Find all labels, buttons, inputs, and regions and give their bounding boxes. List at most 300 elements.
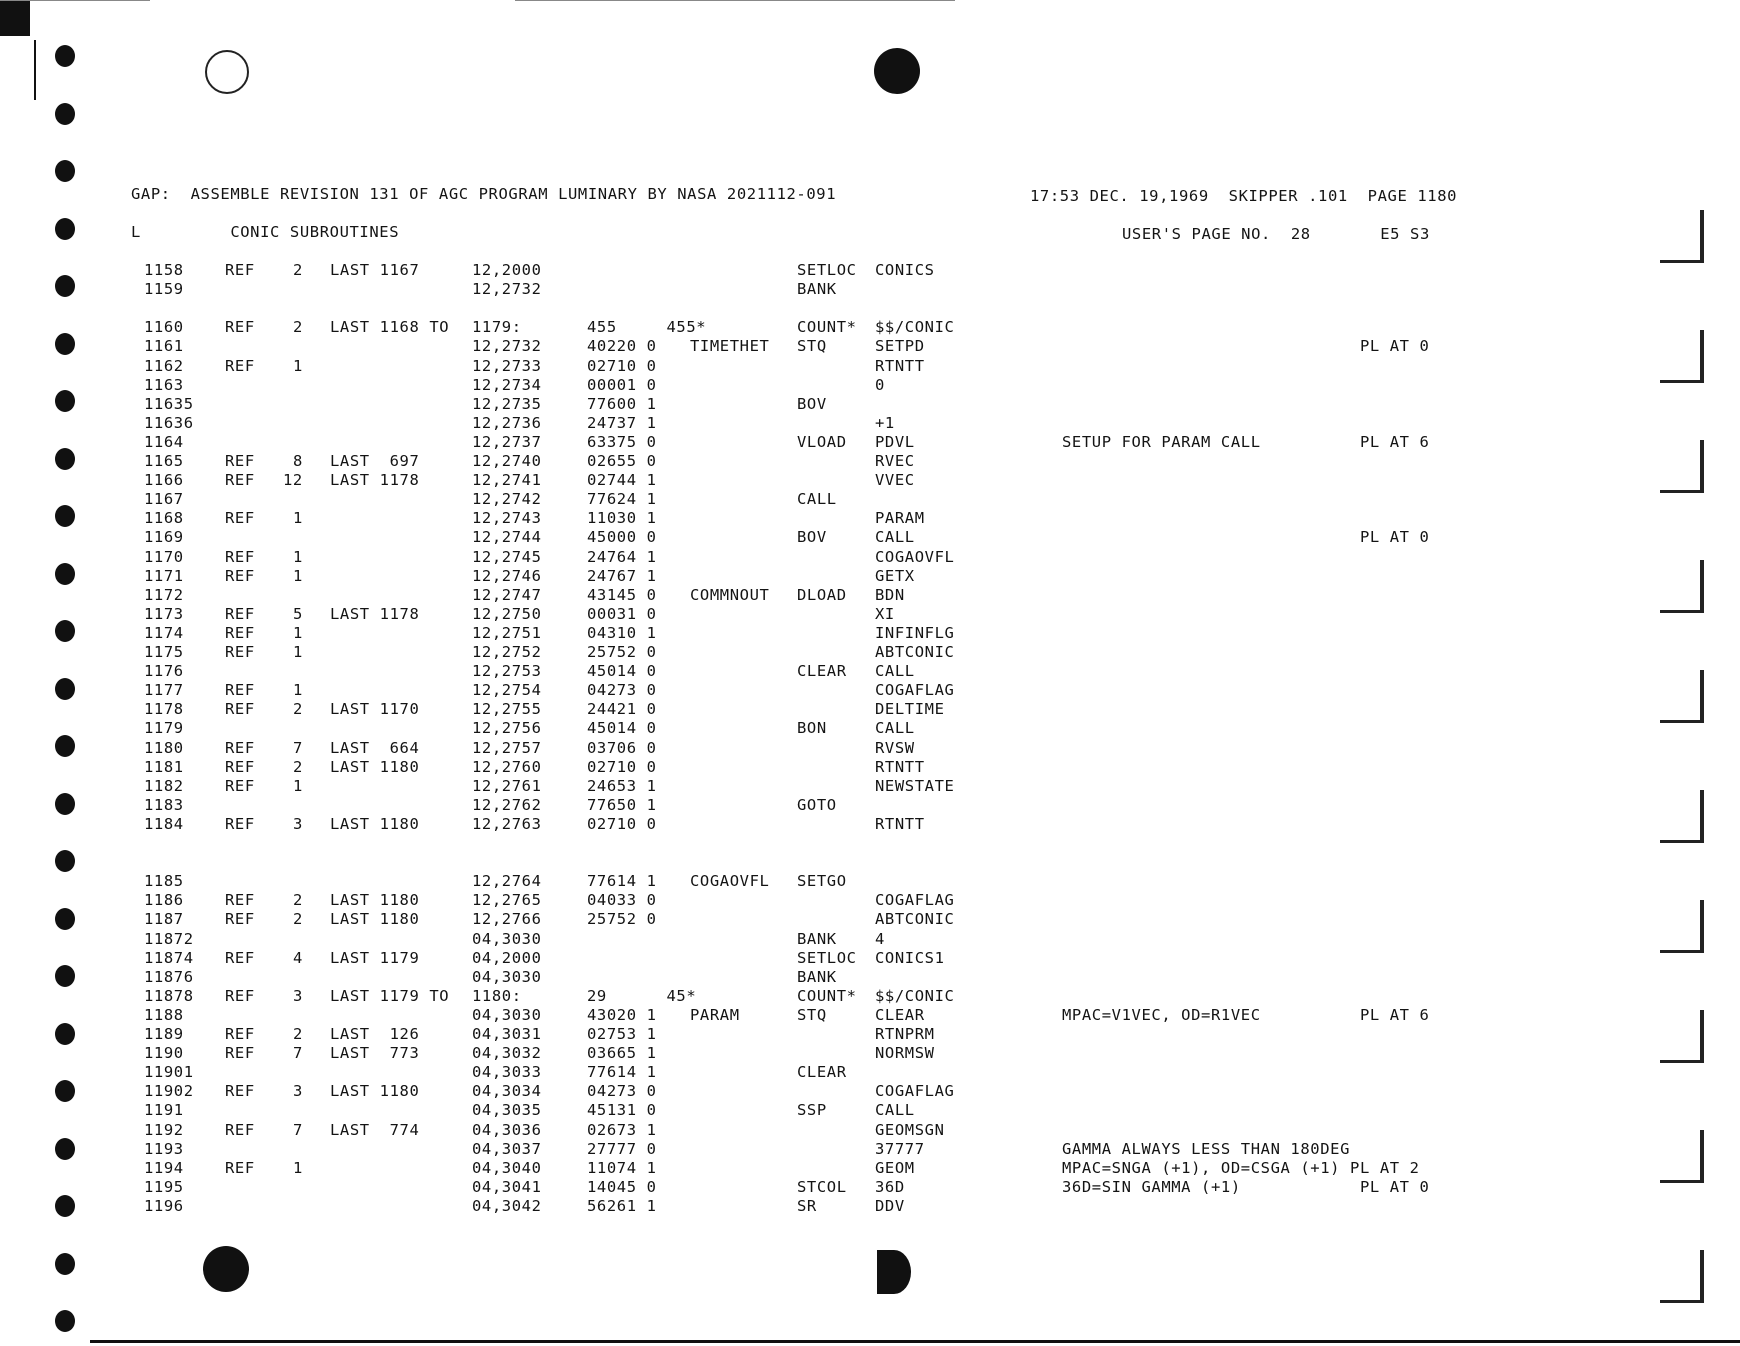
listing-cell-operand: CALL bbox=[875, 719, 915, 738]
listing-cell-word: 11074 1 bbox=[587, 1158, 657, 1177]
listing-cell-ref: REF bbox=[225, 891, 255, 910]
listing-cell-op: SR bbox=[797, 1196, 817, 1215]
listing-comment: PL AT 0 bbox=[1062, 528, 1430, 547]
feed-hole bbox=[55, 1080, 75, 1102]
listing-cell-op: BANK bbox=[797, 929, 837, 948]
listing-cell-line: 1161 bbox=[144, 337, 184, 356]
listing-cell-op: SETLOC bbox=[797, 261, 857, 279]
listing-cell-word: 14045 0 bbox=[587, 1177, 657, 1196]
listing-cell-line: 11901 bbox=[144, 1063, 194, 1082]
listing-cell-last: LAST 1179 TO bbox=[330, 986, 450, 1005]
left-edge-line bbox=[34, 40, 36, 100]
binder-hole-open bbox=[205, 50, 249, 94]
listing-cell-word: 77600 1 bbox=[587, 394, 657, 413]
bracket-mark bbox=[1700, 670, 1704, 722]
listing-cell-word: 02744 1 bbox=[587, 471, 657, 490]
listing-cell-address: 12,2742 bbox=[472, 490, 542, 509]
listing-cell-word: 02710 0 bbox=[587, 356, 657, 375]
listing-cell-word: 02655 0 bbox=[587, 452, 657, 470]
listing-cell-ref: REF bbox=[225, 566, 255, 585]
listing-cell-line: 1160 bbox=[144, 318, 184, 337]
feed-hole bbox=[55, 563, 75, 585]
listing-cell-operand: 37777 bbox=[875, 1139, 925, 1158]
listing-cell-op: SETGO bbox=[797, 872, 847, 891]
listing-cell-line: 1163 bbox=[144, 375, 184, 394]
listing-cell-address: 12,2736 bbox=[472, 413, 542, 432]
listing-cell-op: SETLOC bbox=[797, 948, 857, 967]
feed-hole bbox=[55, 505, 75, 527]
feed-hole bbox=[55, 103, 75, 125]
header-title: GAP: ASSEMBLE REVISION 131 OF AGC PROGRAM LUMINARY BY NASA 2021112-091 bbox=[131, 185, 837, 203]
listing-cell-address: 04,3033 bbox=[472, 1063, 542, 1082]
listing-cell-line: 1180 bbox=[144, 738, 184, 757]
listing-cell-operand: $$/CONIC bbox=[875, 986, 955, 1005]
listing-cell-address: 12,2766 bbox=[472, 910, 542, 929]
listing-cell-line: 1168 bbox=[144, 509, 184, 528]
listing-cell-op: CLEAR bbox=[797, 1063, 847, 1082]
listing-cell-last: LAST 773 bbox=[330, 1044, 420, 1063]
listing-cell-ref: REF bbox=[225, 681, 255, 700]
listing-cell-operand: RTNTT bbox=[875, 356, 925, 375]
listing-cell-op: BOV bbox=[797, 394, 827, 413]
listing-cell-word: 77650 1 bbox=[587, 795, 657, 814]
listing-cell-operand: RTNTT bbox=[875, 757, 925, 776]
listing-cell-address: 12,2752 bbox=[472, 643, 542, 661]
listing-cell-operand: GETX bbox=[875, 566, 915, 585]
listing-cell-operand: INFINFLG bbox=[875, 623, 955, 642]
listing-cell-ref: REF bbox=[225, 986, 255, 1005]
listing-cell-line: 1167 bbox=[144, 490, 184, 509]
listing-cell-op: STQ bbox=[797, 1005, 827, 1024]
listing-cell-address: 12,2741 bbox=[472, 471, 542, 490]
listing-comment: GAMMA ALWAYS LESS THAN 180DEG bbox=[1062, 1139, 1351, 1158]
listing-cell-refcount: 7 bbox=[293, 1044, 303, 1063]
listing-cell-last: LAST 1180 bbox=[330, 814, 420, 833]
listing-cell-ref: REF bbox=[225, 1120, 255, 1139]
listing-cell-refcount: 2 bbox=[293, 757, 303, 776]
listing-cell-op: DLOAD bbox=[797, 585, 847, 604]
listing-cell-refcount: 1 bbox=[293, 643, 303, 661]
feed-hole bbox=[55, 448, 75, 470]
listing-cell-address: 12,2745 bbox=[472, 547, 542, 566]
listing-cell-line: 1159 bbox=[144, 280, 184, 299]
listing-cell-word: 02710 0 bbox=[587, 757, 657, 776]
listing-cell-word: 24737 1 bbox=[587, 413, 657, 432]
feed-hole bbox=[55, 850, 75, 872]
listing-cell-refcount: 1 bbox=[293, 356, 303, 375]
listing-cell-word: 63375 0 bbox=[587, 432, 657, 451]
top-rule-right bbox=[515, 0, 955, 1]
listing-cell-label: COMMNOUT bbox=[690, 585, 770, 604]
bracket-mark bbox=[1700, 560, 1704, 612]
bracket-mark bbox=[1700, 1130, 1704, 1182]
listing-cell-word: 03706 0 bbox=[587, 738, 657, 757]
listing-cell-address: 12,2737 bbox=[472, 432, 542, 451]
listing-cell-address: 04,3035 bbox=[472, 1101, 542, 1120]
listing-cell-line: 1158 bbox=[144, 261, 184, 279]
feed-hole bbox=[55, 390, 75, 412]
feed-hole bbox=[55, 1023, 75, 1045]
listing-cell-ref: REF bbox=[225, 1044, 255, 1063]
listing-cell-refcount: 3 bbox=[293, 1082, 303, 1101]
listing-cell-line: 1188 bbox=[144, 1005, 184, 1024]
listing-cell-address: 12,2754 bbox=[472, 681, 542, 700]
listing-cell-address: 12,2735 bbox=[472, 394, 542, 413]
listing-cell-refcount: 3 bbox=[293, 986, 303, 1005]
listing-cell-operand: ABTCONIC bbox=[875, 643, 955, 661]
listing-cell-op: COUNT* bbox=[797, 986, 857, 1005]
listing-comment: MPAC=V1VEC, OD=R1VEC PL AT 6 bbox=[1062, 1005, 1430, 1024]
feed-hole bbox=[55, 275, 75, 297]
listing-cell-refcount: 1 bbox=[293, 509, 303, 528]
listing-cell-line: 1169 bbox=[144, 528, 184, 547]
feed-hole bbox=[55, 1253, 75, 1275]
listing-cell-operand: RTNTT bbox=[875, 814, 925, 833]
feed-hole bbox=[55, 333, 75, 355]
listing-cell-line: 1191 bbox=[144, 1101, 184, 1120]
feed-hole bbox=[55, 735, 75, 757]
bracket-mark bbox=[1700, 790, 1704, 842]
listing-cell-address: 12,2757 bbox=[472, 738, 542, 757]
listing-cell-word: 56261 1 bbox=[587, 1196, 657, 1215]
header-section: L CONIC SUBROUTINES bbox=[131, 223, 400, 241]
listing-cell-refcount: 2 bbox=[293, 700, 303, 719]
listing-cell-op: BOV bbox=[797, 528, 827, 547]
listing-cell-address: 12,2761 bbox=[472, 776, 542, 795]
listing-cell-line: 1176 bbox=[144, 662, 184, 681]
listing-cell-label: COGAOVFL bbox=[690, 872, 770, 891]
listing-cell-line: 1186 bbox=[144, 891, 184, 910]
listing-cell-word: 24421 0 bbox=[587, 700, 657, 719]
listing-cell-address: 04,3030 bbox=[472, 929, 542, 948]
listing-cell-operand: RVEC bbox=[875, 452, 915, 470]
listing-cell-operand: VVEC bbox=[875, 471, 915, 490]
listing-cell-line: 1166 bbox=[144, 471, 184, 490]
listing-cell-word: 02753 1 bbox=[587, 1025, 657, 1043]
listing-cell-ref: REF bbox=[225, 623, 255, 642]
listing-cell-ref: REF bbox=[225, 700, 255, 719]
listing-cell-line: 1187 bbox=[144, 910, 184, 929]
listing-cell-operand: +1 bbox=[875, 413, 895, 432]
bracket-mark bbox=[1660, 380, 1704, 383]
listing-cell-address: 1180: bbox=[472, 986, 522, 1005]
listing-cell-ref: REF bbox=[225, 261, 255, 279]
listing-cell-word: 45000 0 bbox=[587, 528, 657, 547]
listing-cell-word: 24764 1 bbox=[587, 547, 657, 566]
listing-cell-address: 12,2743 bbox=[472, 509, 542, 528]
listing-cell-last: LAST 1178 bbox=[330, 604, 420, 623]
binder-hole-filled bbox=[874, 48, 920, 94]
listing-cell-line: 1192 bbox=[144, 1120, 184, 1139]
bracket-mark bbox=[1700, 1010, 1704, 1062]
listing-cell-line: 11872 bbox=[144, 929, 194, 948]
listing-cell-line: 1170 bbox=[144, 547, 184, 566]
listing-cell-refcount: 1 bbox=[293, 623, 303, 642]
listing-cell-line: 1183 bbox=[144, 795, 184, 814]
bracket-mark bbox=[1660, 610, 1704, 613]
listing-cell-ref: REF bbox=[225, 1158, 255, 1177]
listing-cell-refcount: 2 bbox=[293, 261, 303, 279]
listing-cell-line: 1194 bbox=[144, 1158, 184, 1177]
listing-comment: 36D=SIN GAMMA (+1) PL AT 0 bbox=[1062, 1177, 1430, 1196]
listing-cell-last: LAST 1180 bbox=[330, 910, 420, 929]
bracket-mark bbox=[1660, 1180, 1704, 1183]
feed-hole bbox=[55, 908, 75, 930]
listing-cell-last: LAST 1180 bbox=[330, 891, 420, 910]
listing-cell-op: COUNT* bbox=[797, 318, 857, 337]
listing-cell-line: 1171 bbox=[144, 566, 184, 585]
listing-cell-address: 12,2755 bbox=[472, 700, 542, 719]
listing-cell-line: 1195 bbox=[144, 1177, 184, 1196]
listing-cell-refcount: 8 bbox=[293, 452, 303, 470]
listing-cell-label: TIMETHET bbox=[690, 337, 770, 356]
listing-cell-address: 12,2753 bbox=[472, 662, 542, 681]
listing-cell-refcount: 1 bbox=[293, 776, 303, 795]
listing-cell-address: 12,2763 bbox=[472, 814, 542, 833]
listing-cell-operand: BDN bbox=[875, 585, 905, 604]
listing-cell-operand: NORMSW bbox=[875, 1044, 935, 1063]
feed-hole bbox=[55, 793, 75, 815]
listing-cell-line: 11876 bbox=[144, 967, 194, 986]
bracket-mark bbox=[1700, 330, 1704, 382]
listing-cell-address: 12,2760 bbox=[472, 757, 542, 776]
listing-cell-address: 04,3030 bbox=[472, 967, 542, 986]
listing-cell-word: 03665 1 bbox=[587, 1044, 657, 1063]
listing-cell-line: 1173 bbox=[144, 604, 184, 623]
listing-cell-label: PARAM bbox=[690, 1005, 740, 1024]
listing-cell-word: 00031 0 bbox=[587, 604, 657, 623]
listing-cell-address: 12,2764 bbox=[472, 872, 542, 891]
bottom-rule bbox=[90, 1340, 1740, 1343]
listing-cell-operand: 4 bbox=[875, 929, 885, 948]
listing-cell-ref: REF bbox=[225, 948, 255, 967]
listing-cell-address: 04,3041 bbox=[472, 1177, 542, 1196]
listing-cell-ref: REF bbox=[225, 452, 255, 470]
listing-cell-ref: REF bbox=[225, 738, 255, 757]
listing-cell-refcount: 1 bbox=[293, 547, 303, 566]
listing-cell-word: 43145 0 bbox=[587, 585, 657, 604]
listing-comment: PL AT 0 bbox=[1062, 337, 1430, 356]
listing-cell-operand: 36D bbox=[875, 1177, 905, 1196]
listing-cell-ref: REF bbox=[225, 509, 255, 528]
listing-cell-address: 04,3032 bbox=[472, 1044, 542, 1063]
listing-cell-operand: CONICS bbox=[875, 261, 935, 279]
listing-cell-address: 12,2732 bbox=[472, 280, 542, 299]
listing-cell-line: 1165 bbox=[144, 452, 184, 470]
listing-cell-op: CALL bbox=[797, 490, 837, 509]
listing-cell-op: CLEAR bbox=[797, 662, 847, 681]
listing-cell-op: BANK bbox=[797, 967, 837, 986]
listing-cell-ref: REF bbox=[225, 547, 255, 566]
bracket-mark bbox=[1660, 720, 1704, 723]
listing-cell-operand: DDV bbox=[875, 1196, 905, 1215]
listing-cell-op: VLOAD bbox=[797, 432, 847, 451]
bracket-mark bbox=[1660, 1060, 1704, 1063]
listing-cell-last: LAST 126 bbox=[330, 1025, 420, 1043]
feed-hole bbox=[55, 965, 75, 987]
bracket-mark bbox=[1700, 1250, 1704, 1302]
listing-cell-address: 04,3030 bbox=[472, 1005, 542, 1024]
listing-cell-operand: SETPD bbox=[875, 337, 925, 356]
listing-cell-word: 77614 1 bbox=[587, 1063, 657, 1082]
listing-cell-operand: PARAM bbox=[875, 509, 925, 528]
listing-cell-address: 12,2762 bbox=[472, 795, 542, 814]
listing-cell-operand: COGAFLAG bbox=[875, 1082, 955, 1101]
listing-cell-word: 45014 0 bbox=[587, 662, 657, 681]
listing-cell-line: 1177 bbox=[144, 681, 184, 700]
listing-comment: SETUP FOR PARAM CALL PL AT 6 bbox=[1062, 432, 1430, 451]
listing-cell-address: 04,3037 bbox=[472, 1139, 542, 1158]
listing-cell-word: 02710 0 bbox=[587, 814, 657, 833]
listing-cell-line: 11902 bbox=[144, 1082, 194, 1101]
listing-cell-last: LAST 1167 bbox=[330, 261, 420, 279]
listing-cell-ref: REF bbox=[225, 471, 255, 490]
listing-cell-refcount: 1 bbox=[293, 566, 303, 585]
listing-cell-line: 1179 bbox=[144, 719, 184, 738]
listing-cell-operand: 0 bbox=[875, 375, 885, 394]
listing-cell-address: 04,3031 bbox=[472, 1025, 542, 1043]
listing-comment: MPAC=SNGA (+1), OD=CSGA (+1) PL AT 2 bbox=[1062, 1158, 1420, 1177]
listing-cell-ref: REF bbox=[225, 318, 255, 337]
listing-cell-address: 1179: bbox=[472, 318, 522, 337]
header-user-page: USER'S PAGE NO. 28 E5 S3 bbox=[1122, 225, 1430, 243]
listing-cell-op: GOTO bbox=[797, 795, 837, 814]
listing-cell-line: 1190 bbox=[144, 1044, 184, 1063]
listing-cell-ref: REF bbox=[225, 356, 255, 375]
listing-cell-word: 25752 0 bbox=[587, 643, 657, 661]
listing-cell-operand: CALL bbox=[875, 662, 915, 681]
listing-cell-last: LAST 664 bbox=[330, 738, 420, 757]
listing-cell-address: 12,2751 bbox=[472, 623, 542, 642]
listing-cell-address: 04,3040 bbox=[472, 1158, 542, 1177]
listing-cell-word: 40220 0 bbox=[587, 337, 657, 356]
listing-cell-last: LAST 1168 TO bbox=[330, 318, 450, 337]
bracket-mark bbox=[1660, 1300, 1704, 1303]
listing-cell-word: 04033 0 bbox=[587, 891, 657, 910]
listing-cell-word: 24767 1 bbox=[587, 566, 657, 585]
listing-cell-word: 45014 0 bbox=[587, 719, 657, 738]
listing-cell-last: LAST 1180 bbox=[330, 757, 420, 776]
listing-cell-operand: XI bbox=[875, 604, 895, 623]
listing-cell-line: 1162 bbox=[144, 356, 184, 375]
listing-cell-line: 1193 bbox=[144, 1139, 184, 1158]
listing-cell-line: 11635 bbox=[144, 394, 194, 413]
listing-cell-word: 29 45* bbox=[587, 986, 697, 1005]
listing-cell-last: LAST 697 bbox=[330, 452, 420, 470]
feed-hole bbox=[55, 1195, 75, 1217]
listing-cell-address: 12,2750 bbox=[472, 604, 542, 623]
listing-cell-refcount: 2 bbox=[293, 891, 303, 910]
listing-cell-line: 1182 bbox=[144, 776, 184, 795]
listing-cell-op: STCOL bbox=[797, 1177, 847, 1196]
listing-cell-word: 04273 0 bbox=[587, 681, 657, 700]
listing-cell-line: 1196 bbox=[144, 1196, 184, 1215]
listing-cell-address: 12,2740 bbox=[472, 452, 542, 470]
listing-cell-word: 27777 0 bbox=[587, 1139, 657, 1158]
bracket-mark bbox=[1700, 440, 1704, 492]
listing-cell-line: 1185 bbox=[144, 872, 184, 891]
listing-cell-word: 45131 0 bbox=[587, 1101, 657, 1120]
listing-cell-ref: REF bbox=[225, 643, 255, 661]
bracket-mark bbox=[1660, 260, 1704, 263]
top-rule-left bbox=[0, 0, 150, 1]
listing-cell-refcount: 4 bbox=[293, 948, 303, 967]
listing-cell-address: 04,3036 bbox=[472, 1120, 542, 1139]
listing-cell-word: 24653 1 bbox=[587, 776, 657, 795]
listing-cell-refcount: 1 bbox=[293, 1158, 303, 1177]
listing-cell-refcount: 3 bbox=[293, 814, 303, 833]
listing-cell-refcount: 2 bbox=[293, 1025, 303, 1043]
listing-cell-word: 00001 0 bbox=[587, 375, 657, 394]
listing-cell-address: 12,2765 bbox=[472, 891, 542, 910]
listing-cell-op: SSP bbox=[797, 1101, 827, 1120]
listing-cell-word: 11030 1 bbox=[587, 509, 657, 528]
binder-hole-filled bbox=[203, 1246, 249, 1292]
listing-cell-refcount: 1 bbox=[293, 681, 303, 700]
listing-cell-address: 04,3042 bbox=[472, 1196, 542, 1215]
listing-cell-line: 1181 bbox=[144, 757, 184, 776]
feed-hole bbox=[55, 1310, 75, 1332]
listing-cell-address: 04,2000 bbox=[472, 948, 542, 967]
feed-hole bbox=[55, 218, 75, 240]
listing-cell-line: 11878 bbox=[144, 986, 194, 1005]
listing-cell-address: 12,2747 bbox=[472, 585, 542, 604]
listing-cell-operand: CALL bbox=[875, 528, 915, 547]
listing-cell-refcount: 2 bbox=[293, 318, 303, 337]
listing-cell-line: 1174 bbox=[144, 623, 184, 642]
listing-cell-word: 455 455* bbox=[587, 318, 707, 337]
listing-cell-ref: REF bbox=[225, 757, 255, 776]
binder-hole-partial bbox=[877, 1250, 911, 1294]
feed-hole bbox=[55, 678, 75, 700]
listing-cell-address: 12,2732 bbox=[472, 337, 542, 356]
bracket-mark bbox=[1660, 490, 1704, 493]
listing-cell-line: 11636 bbox=[144, 413, 194, 432]
listing-cell-refcount: 7 bbox=[293, 1120, 303, 1139]
listing-cell-ref: REF bbox=[225, 1025, 255, 1043]
listing-cell-operand: $$/CONIC bbox=[875, 318, 955, 337]
listing-cell-operand: ABTCONIC bbox=[875, 910, 955, 929]
listing-cell-address: 12,2756 bbox=[472, 719, 542, 738]
listing-cell-line: 1172 bbox=[144, 585, 184, 604]
corner-mark bbox=[0, 0, 30, 36]
listing-cell-last: LAST 1179 bbox=[330, 948, 420, 967]
feed-hole bbox=[55, 1138, 75, 1160]
listing-cell-line: 1184 bbox=[144, 814, 184, 833]
listing-cell-word: 77614 1 bbox=[587, 872, 657, 891]
bracket-mark bbox=[1660, 950, 1704, 953]
listing-cell-operand: GEOM bbox=[875, 1158, 915, 1177]
listing-cell-operand: COGAFLAG bbox=[875, 891, 955, 910]
listing-cell-line: 1164 bbox=[144, 432, 184, 451]
listing-cell-op: BANK bbox=[797, 280, 837, 299]
listing-cell-refcount: 2 bbox=[293, 910, 303, 929]
listing-cell-address: 12,2733 bbox=[472, 356, 542, 375]
listing-cell-operand: PDVL bbox=[875, 432, 915, 451]
listing-cell-refcount: 7 bbox=[293, 738, 303, 757]
listing-cell-word: 02673 1 bbox=[587, 1120, 657, 1139]
listing-cell-operand: COGAFLAG bbox=[875, 681, 955, 700]
listing-cell-ref: REF bbox=[225, 776, 255, 795]
listing-cell-refcount: 5 bbox=[293, 604, 303, 623]
listing-cell-line: 1189 bbox=[144, 1025, 184, 1043]
listing-cell-operand: RTNPRM bbox=[875, 1025, 935, 1043]
listing-cell-operand: DELTIME bbox=[875, 700, 945, 719]
listing-cell-word: 77624 1 bbox=[587, 490, 657, 509]
listing-cell-ref: REF bbox=[225, 604, 255, 623]
listing-cell-ref: REF bbox=[225, 910, 255, 929]
listing-cell-address: 12,2000 bbox=[472, 261, 542, 279]
